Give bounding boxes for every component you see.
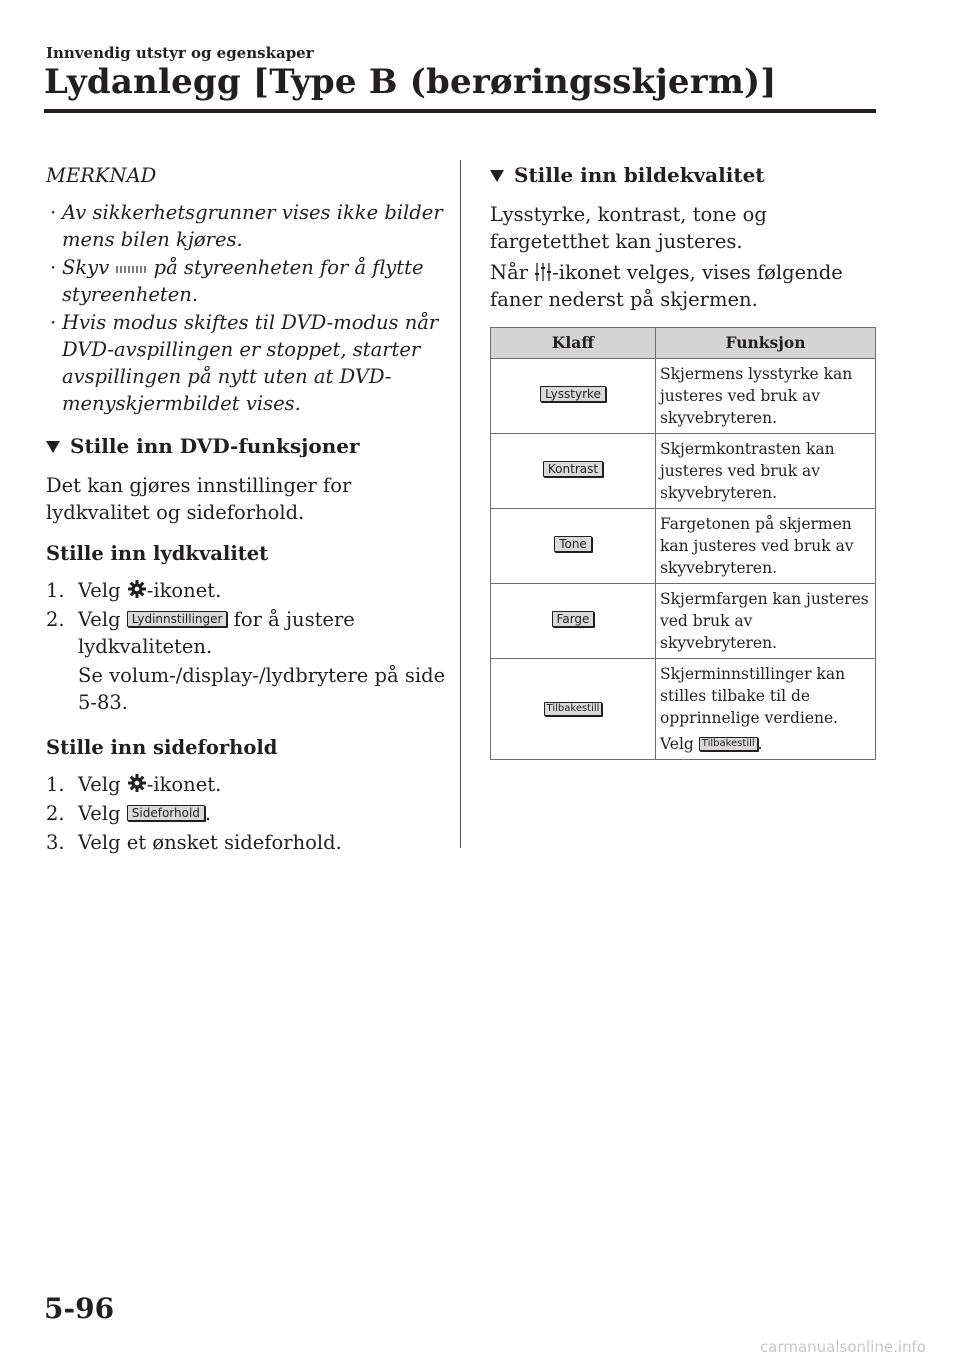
contrast-tab-button[interactable]: Kontrast [543,461,603,477]
note-item [46,309,446,417]
table-header-function: Funksjon [656,328,876,359]
step-text-pre: Velg [78,579,121,602]
sound-step-2 [46,606,446,716]
note-text-post: på styreenheten for å flytte styreenheten. [62,256,424,306]
watermark: carmanualsonline.info [760,1338,926,1356]
image-tabs-text [490,259,876,313]
brightness-tab-button[interactable]: Lysstyrke [540,386,606,402]
table-cell-tab [491,434,656,509]
reset-extra-post: . [757,735,763,753]
table-row [491,359,876,434]
table-cell-desc [656,659,876,760]
left-column [46,160,446,858]
reset-extra-pre: Velg [660,735,694,753]
drag-handle-icon [115,264,147,274]
table-row [491,434,876,509]
reset-desc: Skjerminnstillinger kan stilles tilbake til de opprinnelige verdiene. [660,665,846,727]
sound-step-1 [46,577,446,604]
note-item [46,254,446,308]
sliders-icon [534,262,552,282]
aspect-step-1 [46,771,446,798]
gear-icon [127,773,147,793]
image-heading [490,162,876,189]
bullet-icon: · [50,256,57,279]
column-divider [460,160,461,848]
title-rule [44,109,876,113]
table-row [491,584,876,659]
bullet-icon: · [50,311,57,334]
note-item [46,199,446,253]
page-title: Lydanlegg [Type B (berøringsskjerm)] [44,62,777,102]
reset-extra [660,733,871,755]
table-cell-desc: Fargetonen på skjermen kan justeres ved bruk av skyvebryteren. [656,509,876,584]
note-text: Av sikkerhetsgrunner vises ikke bilder mens bilen kjøres. [62,201,443,251]
table-cell-desc: Skjermkontrasten kan justeres ved bruk av skyvebryteren. [656,434,876,509]
bullet-icon: · [50,201,57,224]
step-text-post: -ikonet. [146,773,222,796]
step-number: 2. [46,608,65,631]
gear-icon [127,579,147,599]
step-text: Velg et ønsket sideforhold. [78,831,342,854]
image-heading-text: Stille inn bildekvalitet [514,163,765,187]
image-intro: Lysstyrke, kontrast, tone og fargetetthet kan justeres. [490,203,767,253]
dvd-intro: Det kan gjøres innstillinger for lydkvalitet og sideforhold. [46,474,352,524]
step-reference: Se volum-/display-/lydbrytere på side 5-83. [78,664,446,714]
table-cell-tab [491,584,656,659]
step-text-pre: Velg [78,802,121,825]
step-number: 1. [46,579,65,602]
tabs-text-post: -ikonet velges, vises følgende faner nederst på skjermen. [490,261,843,311]
note-list [46,199,446,417]
step-text-post: . [204,802,212,825]
table-row [491,659,876,760]
table-cell-desc: Skjermens lysstyrke kan justeres ved bruk av skyvebryteren. [656,359,876,434]
dvd-heading [46,433,446,460]
page-number: 5-96 [44,1292,115,1325]
tabs-text-pre: Når [490,261,529,284]
note-title: MERKNAD [46,164,157,187]
triangle-down-icon [490,170,504,182]
tab-function-table [490,327,876,760]
step-number: 1. [46,773,65,796]
table-cell-desc: Skjermfargen kan justeres ved bruk av skyvebryteren. [656,584,876,659]
aspect-step-2 [46,800,446,827]
step-text-post: for å justere lydkvaliteten. [78,608,355,658]
triangle-down-icon [46,441,60,453]
note-text: Hvis modus skiftes til DVD-modus når DVD-avspillingen er stoppet, starter avspillingen på nytt uten at DVD-menyskjermbildet vises. [62,311,439,415]
table-row [491,509,876,584]
step-text-pre: Velg [78,608,121,631]
step-number: 3. [46,831,65,854]
step-text-pre: Velg [78,773,121,796]
aspect-heading: Stille inn sideforhold [46,736,278,759]
sound-settings-button[interactable]: Lydinnstillinger [127,611,228,627]
reset-button[interactable]: Tilbakestill [699,737,758,751]
aspect-ratio-button[interactable]: Sideforhold [127,805,205,821]
table-cell-tab [491,359,656,434]
aspect-step-3 [46,829,446,856]
reset-tab-button[interactable]: Tilbakestill [544,702,603,716]
sound-heading: Stille inn lydkvalitet [46,542,269,565]
table-cell-tab [491,659,656,760]
table-cell-tab [491,509,656,584]
step-number: 2. [46,802,65,825]
section-label: Innvendig utstyr og egenskaper [46,44,314,62]
dvd-heading-text: Stille inn DVD-funksjoner [70,434,360,458]
color-tab-button[interactable]: Farge [552,611,595,627]
table-header-row [491,328,876,359]
table-header-tab: Klaff [491,328,656,359]
tone-tab-button[interactable]: Tone [554,536,592,552]
note-text-pre: Skyv [62,256,110,279]
step-text-post: -ikonet. [146,579,222,602]
right-column [490,160,876,760]
